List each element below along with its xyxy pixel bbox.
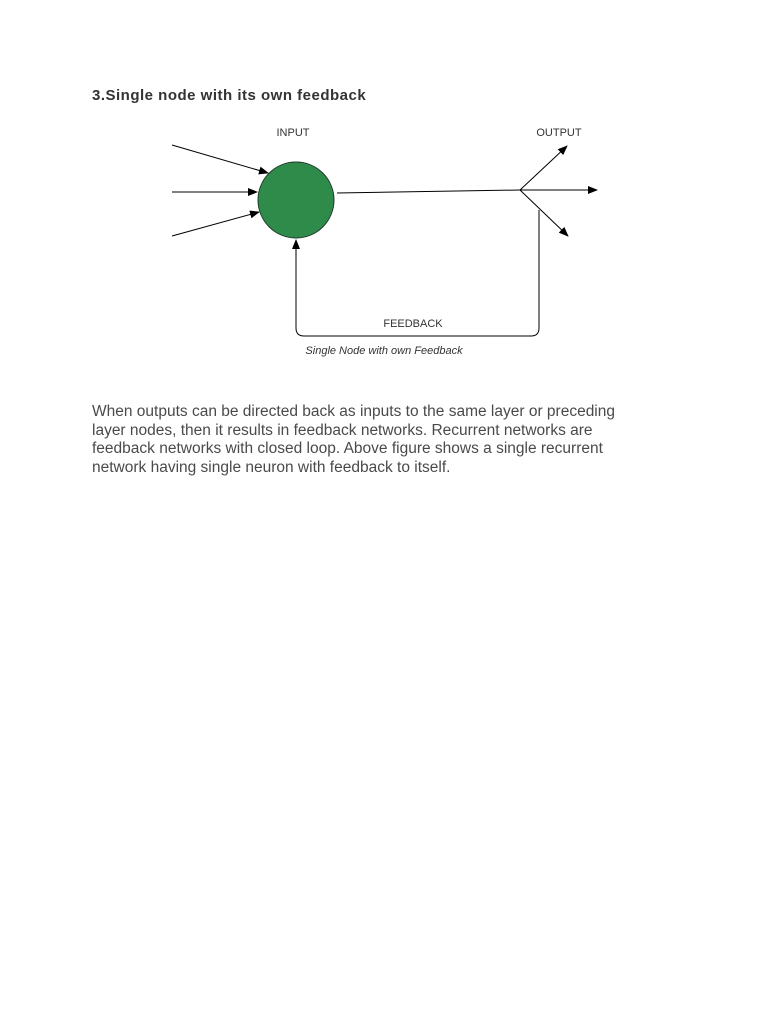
input-arrow-bottom: [172, 212, 259, 236]
feedback-diagram: [0, 0, 768, 380]
paragraph-line: feedback networks with closed loop. Above figure shows a single recurrent: [92, 440, 603, 457]
output-arrow-down: [520, 190, 568, 236]
paragraph-line: When outputs can be directed back as inputs to the same layer or preceding: [92, 403, 615, 420]
neuron-node: [258, 162, 334, 238]
section-heading: 3.Single node with its own feedback: [92, 87, 367, 104]
paragraph-line: layer nodes, then it results in feedback networks. Recurrent networks are: [92, 421, 593, 439]
input-label: INPUT: [276, 127, 310, 139]
body-paragraph: [92, 403, 682, 477]
paragraph-line: network having single neuron with feedback to itself.: [92, 458, 451, 476]
output-arrow-up: [520, 146, 567, 190]
output-label: OUTPUT: [536, 127, 582, 139]
output-connection-line: [337, 190, 520, 193]
diagram-caption: Single Node with own Feedback: [305, 345, 463, 357]
feedback-label: FEEDBACK: [383, 318, 443, 330]
input-arrow-top: [172, 145, 268, 173]
